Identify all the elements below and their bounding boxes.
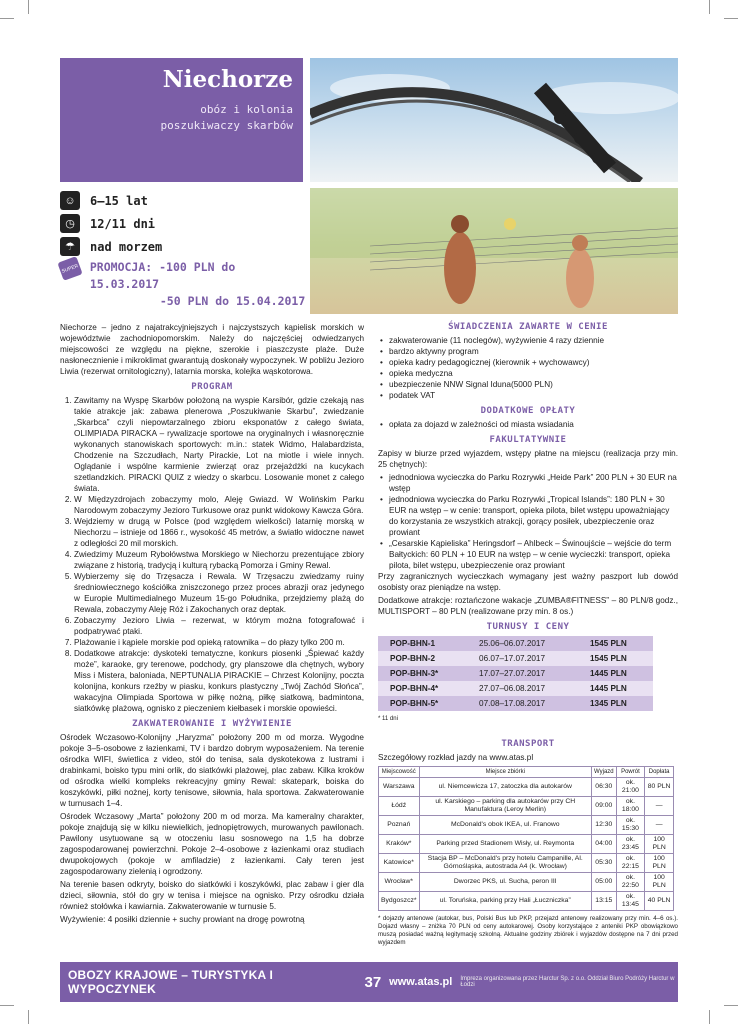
return-cell: ok. 23:45 [616,835,645,854]
table-row [378,681,653,696]
table-row [378,666,653,681]
duration-row [60,213,310,234]
program-item: 2. W Międzyzdrojach zobaczymy molo, Aleję Gwiazd. W Wolińskim Parku Narodowym zobaczymy Jezioro Turkusowe oraz punkt widokowy Kawcza Góra. [74,494,364,516]
age-text: 6–15 lat [90,193,148,208]
crop-mark [0,18,14,19]
table-row [379,835,674,854]
promo-badge-icon: SUPER [57,256,82,281]
subtitle-line-1: obóz i kolonia [200,103,293,116]
turnus-dates: 17.07–27.07.2017 [467,666,578,681]
return-cell: ok. 13:45 [616,892,645,911]
accommodation-haryzma: Ośrodek Wczasowo-Kolonijny „Haryzma” położony 200 m od morza. Wygodne pokoje 3–5-osobowe z łazienkami, TV i bardzo dobrym wyposażeniem. Na terenie ośrodka WIFI, świetlica z video, stół do tenisa, sala dyskotekowa z lustrami i drabinkami, boisko typu mini orlik, do siatkówki plażowej, plac zabaw. Kilka kroków od ośrodka wielki kompleks rekreacyjny gminy Rewal: skatepark, boiska do koszykówki, piłki nożnej, korty tenisowe, siłownia, hala sportowa. Zakwaterowanie w turnusach 1–4. [60,733,364,808]
transport-note: * dojazdy antenowe (autokar, bus, Polski Bus lub PKP, przejazd antenowy realizowany przy min. 4–6 os.). Dojazd własny – zniżka 70 PLN od ceny autokarowej. Osoby korzystające z anteniki PKP obowiązkowo muszą posiadać ważną legitymację szkolną. Aktualne godziny zbiórek i wyjazdów dostępne na 7 dni przed wyjazdem [378,915,678,946]
turnus-code: POP-BHN-1 [378,636,467,651]
crop-mark [28,1010,29,1024]
footer-organizer-note: Impreza organizowana przez Harctur Sp. z o.o. Oddział Biuro Podróży Harctur w Łodzi [460,976,675,988]
column-header: Miejsce zbiórki [419,767,591,778]
table-row [379,892,674,911]
duration-text: 12/11 dni [90,216,156,231]
crop-mark [709,1010,710,1024]
turnus-code: POP-BHN-4* [378,681,467,696]
table-row [379,854,674,873]
surcharge-cell: — [645,816,674,835]
extra-fees-heading: DODATKOWE OPŁATY [480,406,576,416]
calendar-icon: ◷ [60,214,80,233]
meeting-point-cell: ul. Toruńska, parking przy Hali „Łuczniczka” [419,892,591,911]
city-cell: Kraków* [379,835,420,854]
included-item: • ubezpieczenie NNW Signal Iduna(5000 PLN) [389,379,678,390]
table-header-row [379,767,674,778]
turnusy-heading: TURNUSY I CENY [486,622,570,632]
meals-text: Wyżywienie: 4 posiłki dziennie + suchy prowiant na drogę powrotną [60,915,305,924]
page-footer [60,962,678,1002]
rollercoaster-photo [310,58,678,182]
city-cell: Katowice* [379,854,420,873]
intro-paragraph: Niechorze – jedno z najatrakcyjniejszych i najczystszych kąpielisk morskich w województwie zachodniopomorskim. Należy do najczęściej odwiedzanych miejscowości ze względu na piękne, szerokie i piaszczyste plaże. Duże nasłonecznienie i mikroklimat gwarantują doskonały wypoczynek. W pobliżu Jezioro Liwia (rezerwat ornitologiczny), latarnia morska, kolejka wąskotorowa. [60,323,364,376]
table-row [379,778,674,797]
meeting-point-cell: McDonald's obok IKEA, ul. Franowo [419,816,591,835]
extra-fees-list [378,419,678,430]
accommodation-facilities: Na terenie basen odkryty, boisko do siatkówki i koszykówki, plac zabaw i gier dla dzieci, siłownia, stół do gry w tenisa i miejsce na ognisko. Przy ośrodku działa również stołówka i kawiarnia. Zakwaterowanie w turnusie 5. [60,880,364,911]
departure-cell: 05:00 [592,873,617,892]
turnus-code: POP-BHN-3* [378,666,467,681]
extra-attractions: Dodatkowe atrakcje: roztańczone wakacje „ZUMBA®FITNESS” – 80 PLN/8 godz., MULTISPORT – 80 PLN (realizowane przy min. 8 os.) [378,596,678,616]
departure-cell: 06:30 [592,778,617,797]
program-item: 3. Wejdziemy w drugą w Polsce (pod względem wielkości) latarnię morską w Niechorzu – istnieje od 1866 r., wysokość 45 metrów, a światło widoczne nawet z odległości 20 mil morskich. [74,516,364,549]
optional-item: • jednodniowa wycieczka do Parku Rozrywki „Heide Park” 200 PLN + 30 EUR na wstęp [389,472,678,494]
crop-mark [724,1005,738,1006]
included-heading: ŚWIADCZENIA ZAWARTE W CENIE [448,322,608,332]
promo-line-2: -50 PLN do 15.04.2017 [159,294,306,308]
promo-text [90,259,310,310]
optional-heading: FAKULTATYWNIE [489,435,567,445]
surcharge-cell: 40 PLN [645,892,674,911]
turnus-dates: 06.07–17.07.2017 [467,651,578,666]
departure-cell: 12:30 [592,816,617,835]
included-item: • opieka medyczna [389,368,678,379]
surcharge-cell: — [645,797,674,816]
column-header: Miejscowość [379,767,420,778]
city-cell: Bydgoszcz* [379,892,420,911]
page-number: 37 [364,973,382,991]
table-row [378,636,653,651]
included-item: • opieka kadry pedagogicznej (kierownik + wychowawcy) [389,357,678,368]
column-header: Wyjazd [592,767,617,778]
meeting-point-cell: ul. Niemcewicza 17, zatoczka dla autokarów [419,778,591,797]
crop-mark [28,0,29,14]
turnus-dates: 07.08–17.08.2017 [467,696,578,711]
column-header: Powrót [616,767,645,778]
program-item: 1. Zawitamy na Wyspę Skarbów położoną na wyspie Karsibór, gdzie czekają nas takie atrakcje jak: zabawa plenerowa „Poszukiwanie Skarbu”, zwiedzanie „Skarbca” czyli niepowtarzalnego zbioru eksponatów z całego świata, OLIMPIADA PIRACKA – rywalizacje sportowe na oryginalnych i własnoręcznie wykonanych stanowiskach sportowych: m.in.: statek Widmo, Halabardzista, Chodzenie na Szczudłach, Narty Pirackie, Lot na miotle i wiele innych. Oglądanie i wspólne karmienie zwierząt oraz przejażdżki na kucykach szetlandzkich. PIRACKI QUIZ z wiedzy o skarbcu. Losowanie monet z całego świata. [74,395,364,494]
turnus-dates: 27.07–06.08.2017 [467,681,578,696]
departure-cell: 13:15 [592,892,617,911]
passport-note: Przy zagranicznych wycieczkach wymagany jest ważny paszport lub dowód osobisty oraz pieniądze na wstęp. [378,572,678,592]
trip-info [60,190,310,308]
surcharge-cell: 100 PLN [645,873,674,892]
turnus-price: 1545 PLN [578,651,653,666]
crop-mark [0,1005,14,1006]
accommodation-marta: Ośrodek Wczasowy „Marta” położony 200 m od morza. Ma kameralny charakter, pokoje znajdują się w kilku niewielkich, jednopiętrowych, murowanych pawilonach. Pawilony usytuowane są w otoczeniu lasu sosnowego na 1,5 ha dobrze zagospodarowanej powierzchni. Pokoje 2–4-osobowe z łazienkami oraz studiach dwupokojowych (pokoje w amfiladzie) z łazienkami. Cały teren jest zagospodarowany zielenią i ogrodzony. [60,812,364,876]
table-row [379,816,674,835]
extra-fee-item: • opłata za dojazd w zależności od miasta wsiadania [389,419,678,430]
beach-volleyball-photo [310,188,678,314]
crop-mark [709,0,710,14]
program-item: 8. Dodatkowe atrakcje: dyskoteki tematyczne, konkurs piosenki „Śpiewać każdy może”, karaoke, gry terenowe, podchody, gry planszowe dla chętnych, wybory Miss i Mistera, baloniada, NEPTUNALIA PIRACKIE – Chrzest Kolonijny, poczta kolonijna, konkurs rzeźby w piasku, konkurs plastyczny „Twój Zachód Słońca”, wakacyjna Olimpiada Sportowa w piłkę nożną, piłkę siatkową, badmintona, siatkówkę plażową, ognisko z pieczeniem kiełbasek i morskie opowieści. [74,648,364,714]
accommodation-heading: ZAKWATEROWANIE I WYŻYWIENIE [132,719,292,729]
return-cell: ok. 21:00 [616,778,645,797]
volleyball-illustration [310,188,678,314]
turnusy-note: * 11 dni [378,716,398,722]
person-age-icon: ☺ [60,191,80,210]
subtitle-line-2: poszukiwaczy skarbów [160,119,293,132]
meeting-point-cell: Stacja BP – McDonald's przy hotelu Campanille, Al. Górnośląska, autostrada A4 (k. Wrocław) [419,854,591,873]
return-cell: ok. 22:50 [616,873,645,892]
optional-item: • „Cesarskie Kąpieliska” Heringsdorf – Ahlbeck – Świnoujście – wejście do term Bałtyckich: 60 PLN + 10 EUR na wstęp – w cenie wycieczki: transport, opieka pilota, bilet wstępu, ubezpieczenie oraz prowiant [389,538,678,571]
column-header: Dopłata [645,767,674,778]
turnus-dates: 25.06–06.07.2017 [467,636,578,651]
table-row [379,873,674,892]
promo-row [60,259,310,308]
return-cell: ok. 15:30 [616,816,645,835]
program-heading: PROGRAM [191,382,233,392]
meeting-point-cell: ul. Karskiego – parking dla autokarów przy CH Manufaktura (Leroy Merlin) [419,797,591,816]
departure-cell: 09:00 [592,797,617,816]
age-row [60,190,310,211]
surcharge-cell: 100 PLN [645,854,674,873]
return-cell: ok. 18:00 [616,797,645,816]
footer-website-link[interactable]: www.atas.pl [389,976,453,988]
optional-item: • jednodniowa wycieczka do Parku Rozrywki „Tropical Islands”: 180 PLN + 30 EUR na wstęp – w cenie: transport, opieka pilota, bilet wstępu upoważniający do korzystania ze wszystkich atrakcji, gorący posiłek, ubezpieczenie oraz prowiant [389,494,678,538]
right-column [378,322,678,947]
table-row [378,696,653,711]
included-item: • zakwaterowanie (11 noclegów), wyżywienie 4 razy dziennie [389,335,678,346]
program-list [60,395,364,714]
transport-heading: TRANSPORT [501,739,555,749]
location-text: nad morzem [90,239,163,254]
location-row [60,236,310,257]
page-title: Niechorze [162,66,293,93]
rollercoaster-illustration [310,58,678,182]
surcharge-cell: 80 PLN [645,778,674,797]
departure-cell: 05:30 [592,854,617,873]
subtitle [161,102,293,134]
turnus-price: 1445 PLN [578,666,653,681]
city-cell: Poznań [379,816,420,835]
city-cell: Warszawa [379,778,420,797]
turnus-price: 1445 PLN [578,681,653,696]
program-item: 6. Zobaczymy Jezioro Liwia – rezerwat, w którym można fotografować i podpatrywać ptaki. [74,615,364,637]
beach-icon: ☂ [60,237,80,256]
turnus-code: POP-BHN-5* [378,696,467,711]
footer-title: OBOZY KRAJOWE – TURYSTYKA I WYPOCZYNEK [68,968,273,996]
meeting-point-cell: Dworzec PKS, ul. Sucha, peron III [419,873,591,892]
program-item: 4. Zwiedzimy Muzeum Rybołówstwa Morskiego w Niechorzu prezentujące zbiory związane z historią, tradycją i kulturą rybacką Pomorza i Gminy Rewal. [74,549,364,571]
table-row [378,651,653,666]
turnus-price: 1545 PLN [578,636,653,651]
return-cell: ok. 22:15 [616,854,645,873]
city-cell: Wrocław* [379,873,420,892]
city-cell: Łódź [379,797,420,816]
promo-line-1: PROMOCJA: -100 PLN do 15.03.2017 [89,260,236,291]
departure-cell: 04:00 [592,835,617,854]
table-row [379,797,674,816]
program-item: 5. Wybierzemy się do Trzęsacza i Rewala. W Trzęsaczu zwiedzamy ruiny średniowiecznego kościółka zniszczonego przez proces abrazji oraz jedynego w Europie Multimedialnego Muzeum 15-go Południka, przejdziemy plażą do Rewala, zobaczymy Aleję Róż i Zakochanych oraz deptak. [74,571,364,615]
included-item: • podatek VAT [389,390,678,401]
optional-list [378,472,678,571]
turnus-code: POP-BHN-2 [378,651,467,666]
turnusy-table [378,636,653,711]
turnus-price: 1345 PLN [578,696,653,711]
program-item: 7. Plażowanie i kąpiele morskie pod opieką ratownika – do płazy tylko 200 m. [74,637,364,648]
hero-title-block [60,58,303,182]
included-item: • bardzo aktywny program [389,346,678,357]
included-list [378,335,678,401]
surcharge-cell: 100 PLN [645,835,674,854]
transport-intro: Szczegółowy rozkład jazdy na www.atas.pl [378,753,534,762]
left-column [60,322,364,927]
transport-table [378,766,674,911]
meeting-point-cell: Parking przed Stadionem Wisły, ul. Reymonta [419,835,591,854]
crop-mark [724,18,738,19]
optional-intro: Zapisy w biurze przed wyjazdem, wstępy płatne na miejscu (realizacja przy min. 25 chętnych): [378,449,678,469]
